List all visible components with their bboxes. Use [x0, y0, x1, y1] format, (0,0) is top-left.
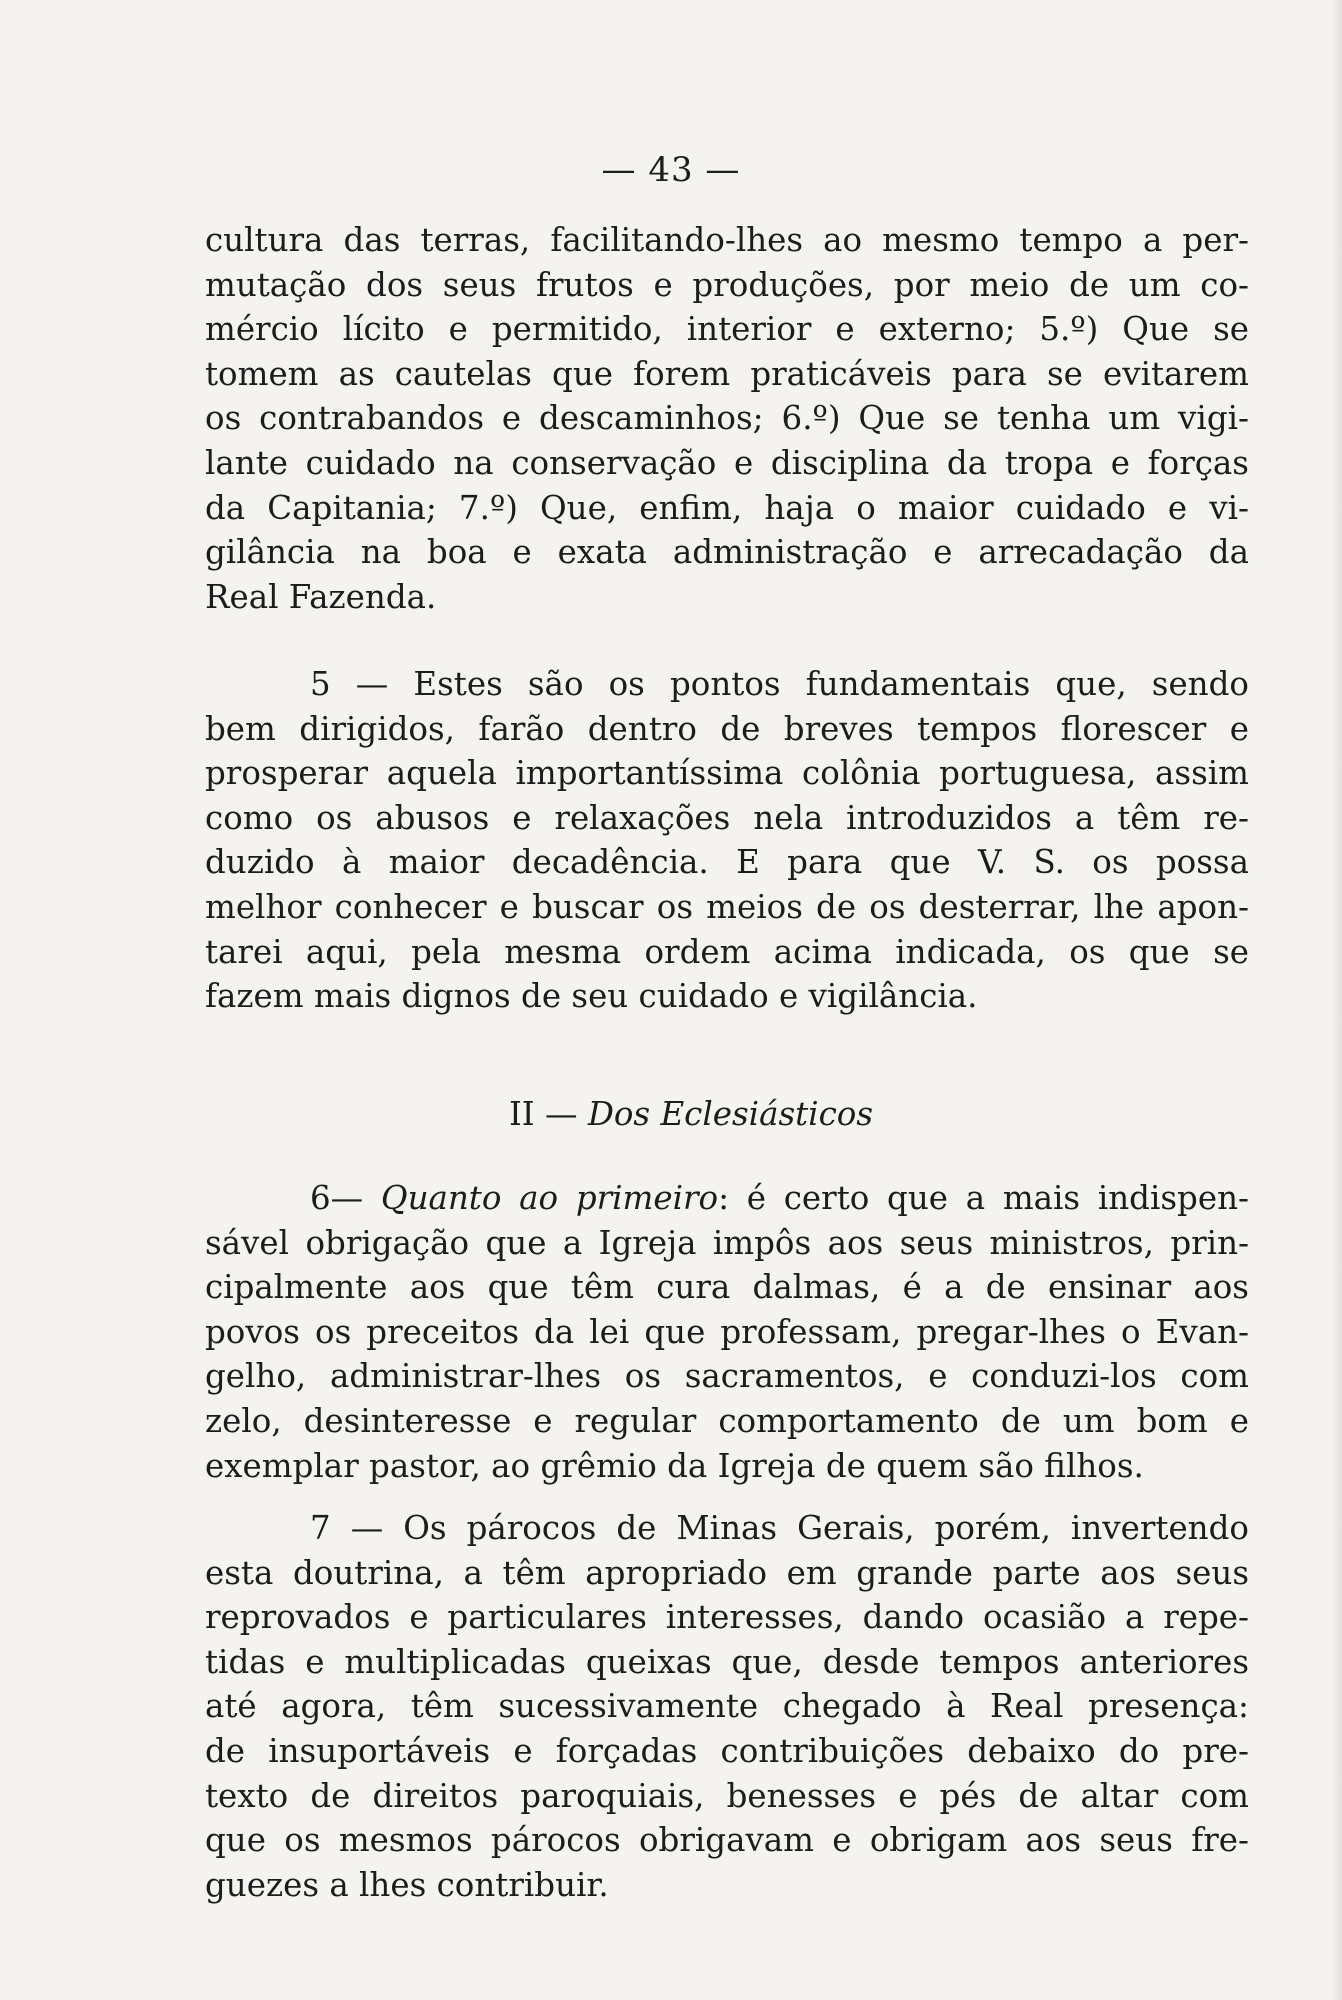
text-line: texto de direitos paroquiais, benesses e pés de altar com — [205, 1776, 1249, 1815]
text-line: tidas e multiplicadas queixas que, desde tempos anteriores — [205, 1642, 1249, 1681]
text-line: mércio lícito e permitido, interior e externo; 5.º) Que se — [205, 310, 1249, 349]
page-edge-shadow — [1332, 0, 1342, 2000]
text-line: exemplar pastor, ao grêmio da Igreja de quem são filhos. — [205, 1446, 1144, 1485]
text-fragment: : é certo que a mais indispen- — [718, 1179, 1249, 1217]
text-line: gilância na boa e exata administração e arrecadação da — [205, 533, 1249, 572]
text-line: bem dirigidos, farão dentro de breves tempos florescer e — [205, 709, 1249, 748]
text-line: até agora, têm sucessivamente chegado à Real presença: — [205, 1687, 1249, 1726]
text-line — [205, 1176, 1249, 1221]
text-line: que os mesmos párocos obrigavam e obrigam aos seus fre- — [205, 1821, 1249, 1860]
text-line: gelho, administrar-lhes os sacramentos, e conduzi-los com — [205, 1357, 1249, 1396]
paragraph-number: 6— — [310, 1179, 364, 1217]
paragraph-continuation — [205, 218, 1249, 619]
text-line: cipalmente aos que têm cura dalmas, é a de ensinar aos — [205, 1268, 1249, 1307]
text-line: de insuportáveis e forçadas contribuições debaixo do pre- — [205, 1731, 1249, 1770]
text-line: tarei aqui, pela mesma ordem acima indicada, os que se — [205, 932, 1249, 971]
paragraph-6 — [205, 1176, 1249, 1488]
text-line: guezes a lhes contribuir. — [205, 1865, 609, 1904]
paragraph-7 — [205, 1506, 1249, 1907]
text-line: 5 — Estes são os pontos fundamentais que, sendo — [310, 665, 1249, 703]
page-number: — 43 — — [601, 150, 741, 190]
text-line: duzido à maior decadência. E para que V. S. os possa — [205, 843, 1249, 882]
text-line: fazem mais dignos de seu cuidado e vigilância. — [205, 977, 978, 1016]
text-line: cultura das terras, facilitando-lhes ao mesmo tempo a per- — [205, 221, 1249, 259]
paragraph-5 — [205, 662, 1249, 1019]
text-line: da Capitania; 7.º) Que, enfim, haja o maior cuidado e vi- — [205, 488, 1249, 527]
text-line: Real Fazenda. — [205, 577, 437, 616]
text-line: 7 — Os párocos de Minas Gerais, porém, invertendo — [310, 1509, 1249, 1547]
italic-phrase: Quanto ao primeiro — [380, 1179, 719, 1217]
text-line: como os abusos e relaxações nela introduzidos a têm re- — [205, 798, 1249, 837]
section-numeral: II — — [508, 1095, 578, 1133]
text-line: sável obrigação que a Igreja impôs aos seus ministros, prin- — [205, 1223, 1249, 1262]
text-line: povos os preceitos da lei que professam, pregar-lhes o Evan- — [205, 1312, 1249, 1351]
text-line: mutação dos seus frutos e produções, por meio de um co- — [205, 265, 1249, 304]
text-line: zelo, desinteresse e regular comportamento de um bom e — [205, 1401, 1249, 1440]
text-line: prosperar aquela importantíssima colônia portuguesa, assim — [205, 754, 1249, 793]
text-line: melhor conhecer e buscar os meios de os desterrar, lhe apon- — [205, 887, 1249, 926]
text-line: os contrabandos e descaminhos; 6.º) Que se tenha um vigi- — [205, 399, 1249, 438]
section-title: Dos Eclesiásticos — [587, 1095, 874, 1133]
text-line: reprovados e particulares interesses, dando ocasião a repe- — [205, 1598, 1249, 1637]
text-line: lante cuidado na conservação e disciplina da tropa e forças — [205, 443, 1249, 482]
text-line: tomem as cautelas que forem praticáveis para se evitarem — [205, 354, 1249, 393]
section-heading — [0, 1092, 1342, 1137]
text-line: esta doutrina, a têm apropriado em grande parte aos seus — [205, 1553, 1249, 1592]
